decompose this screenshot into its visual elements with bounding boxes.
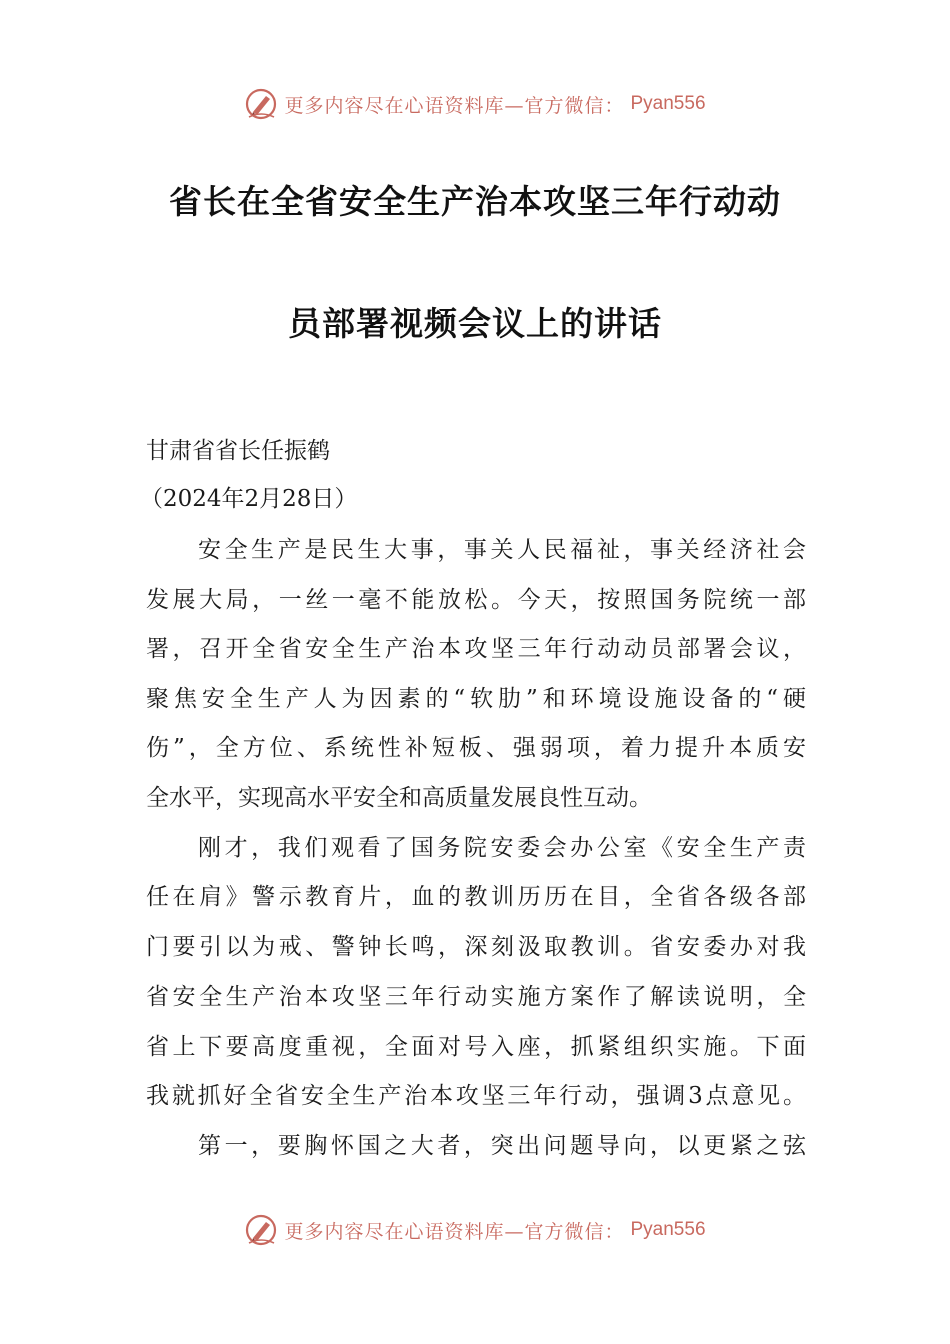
watermark-text: 更多内容尽在心语资料库—官方微信： [284, 94, 625, 117]
paragraph-line: 全水平，实现高水平安全和高质量发展良性互动。 [146, 785, 652, 811]
document-title-line-1: 省长在全省安全生产治本攻坚三年行动动 [169, 182, 781, 221]
watermark-text: 更多内容尽在心语资料库—官方微信： [284, 1220, 625, 1243]
paragraph-line: 第一，要胸怀国之大者，突出问题导向，以更紧之弦 [198, 1133, 806, 1159]
pen-logo-icon [244, 87, 278, 121]
paragraph-line: 省安全生产治本攻坚三年行动实施方案作了解读说明，全 [146, 984, 806, 1010]
paragraph-line: 刚才，我们观看了国务院安委会办公室《安全生产责 [198, 835, 806, 861]
pen-logo-icon [244, 1213, 278, 1247]
paragraph-line: 我就抓好全省安全生产治本攻坚三年行动，强调3点意见。 [146, 1083, 806, 1109]
paragraph-line: 任在肩》警示教育片，血的教训历历在目，全省各级各部 [146, 884, 806, 910]
header-watermark [0, 84, 950, 124]
watermark-wechat-id: Pyan556 [630, 93, 706, 114]
document-title-line-2: 员部署视频会议上的讲话 [288, 304, 662, 343]
paragraph-line: 署，召开全省安全生产治本攻坚三年行动动员部署会议， [146, 636, 806, 662]
paragraph-line: 发展大局，一丝一毫不能放松。今天，按照国务院统一部 [146, 587, 806, 613]
paragraph-line: 省上下要高度重视，全面对号入座，抓紧组织实施。下面 [146, 1034, 806, 1060]
paragraph-line: 聚焦安全生产人为因素的“软肋”和环境设施设备的“硬 [146, 686, 806, 712]
author-line: 甘肃省省长任振鹤 [146, 438, 330, 464]
watermark-wechat-id: Pyan556 [630, 1219, 706, 1240]
footer-watermark [0, 1210, 950, 1250]
paragraph-line: 伤”，全方位、系统性补短板、强弱项，着力提升本质安 [146, 735, 806, 761]
paragraph-line: 门要引以为戒、警钟长鸣，深刻汲取教训。省安委办对我 [146, 934, 806, 960]
date-line: （2024年2月28日） [140, 486, 358, 512]
paragraph-line: 安全生产是民生大事，事关人民福祉，事关经济社会 [198, 537, 806, 563]
